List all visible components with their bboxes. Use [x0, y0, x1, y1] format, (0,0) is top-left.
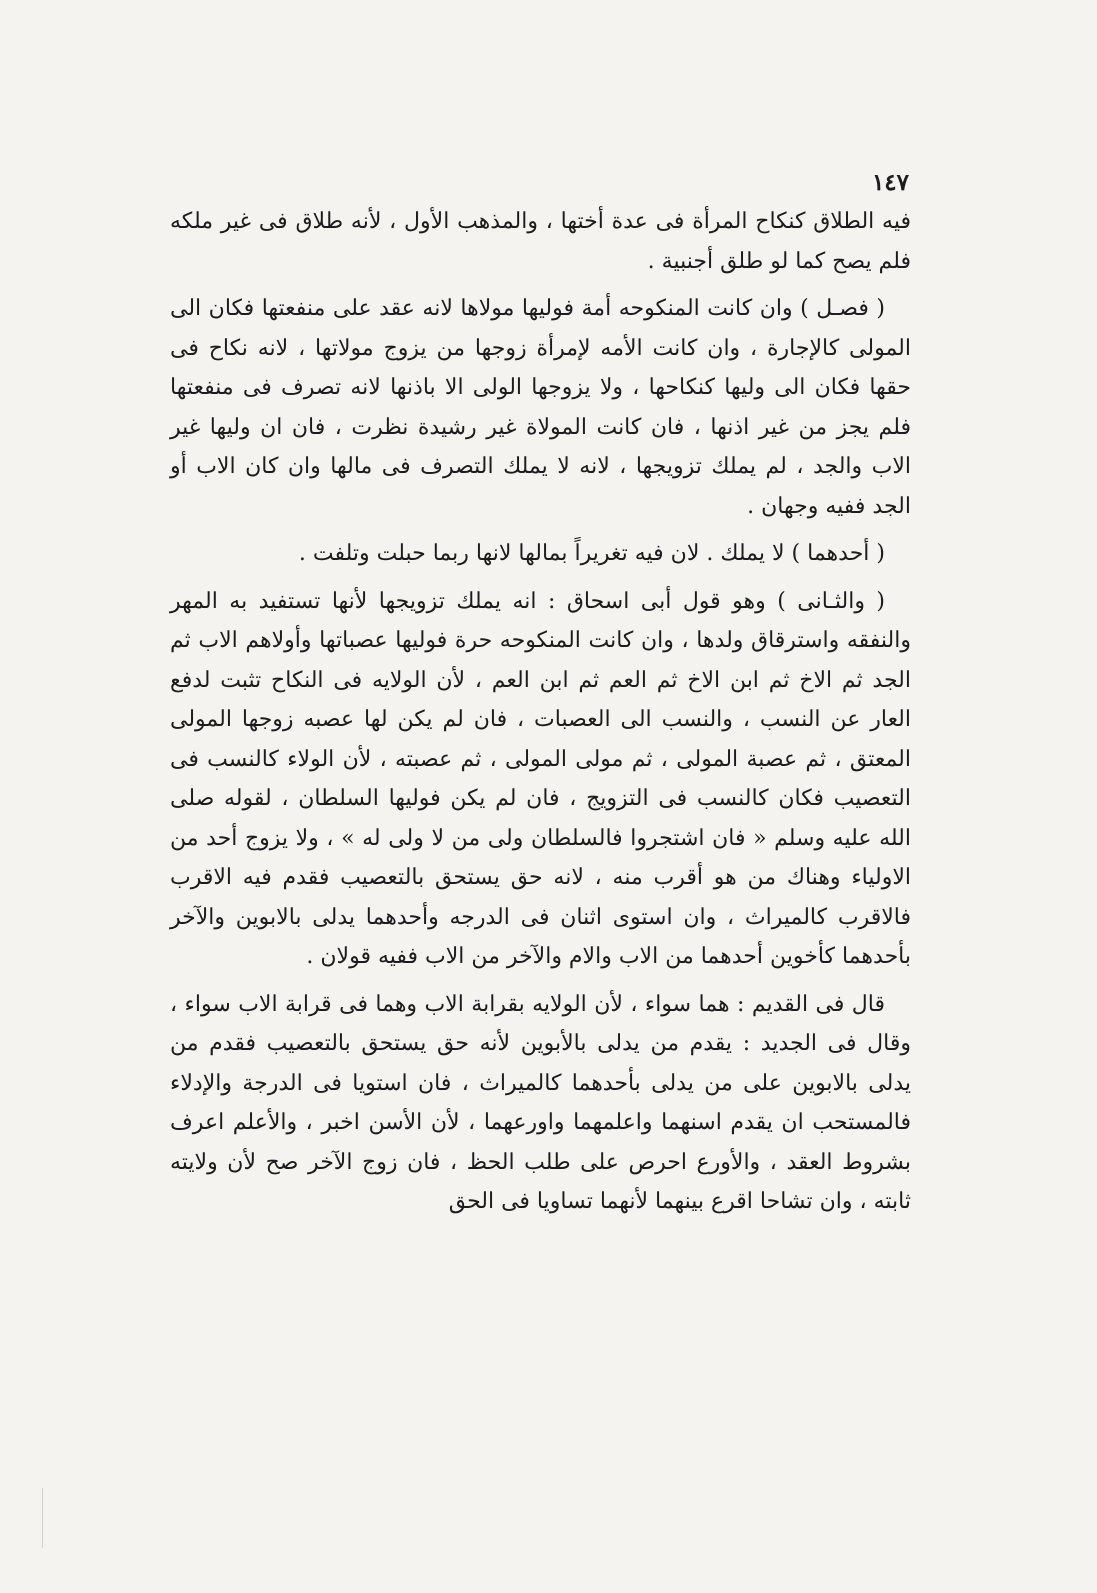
scan-artifact-line — [42, 1488, 43, 1548]
page-number: ١٤٧ — [871, 169, 909, 196]
paragraph-2: ( فصـل ) وان كانت المنكوحه أمة فوليها مولاها لانه عقد على منفعتها فكان الى المولى كالإجارة ، وان كانت الأمه لإمرأة زوجها من يزوج مولاتها ، لانه نكاح فى حقها فكان الى وليها كنكاحها ، ولا يزوجها الولى الا باذنها لانه تصرف فى منفعتها فلم يجز من غير اذنها ، فان كانت المولاة غير رشيدة نظرت ، فان ان وليها غير الاب والجد ، لم يملك تزويجها ، لانه لا يملك التصرف فى مالها وان كان الاب أو الجد ففيه وجهان . — [170, 296, 911, 519]
paragraph-4: ( والثـانى ) وهو قول أبى اسحاق : انه يملك تزويجها لأنها تستفيد به المهر والنفقه واسترقاق ولدها ، وان كانت المنكوحه حرة فوليها عصباتها وأولاهم الاب ثم الجد ثم الاخ ثم ابن الاخ ثم العم ثم ابن العم ، لأن الولايه فى النكاح تثبت لدفع العار عن النسب ، والنسب الى العصبات ، فان لم يكن لها عصبه زوجها المولى المعتق ، ثم عصبة المولى ، ثم مولى المولى ، ثم عصبته ، لأن الولاء كالنسب فى التعصيب فكان كالنسب فى التزويج ، فان لم يكن فوليها السلطان ، لقوله صلى الله عليه وسلم « فان اشتجروا فالسلطان ولى من لا ولى له » ، ولا يزوج أحد من الاولياء وهناك من هو أقرب منه ، لانه حق يستحق بالتعصيب فقدم فيه الاقرب فالاقرب كالميراث ، وان استوى اثنان فى الدرجه وأحدهما يدلى بالابوين والآخر بأحدهما كأخوين أحدهما من الاب والام والآخر من الاب ففيه قولان . — [170, 588, 912, 969]
paragraph-1: فيه الطلاق كنكاح المرأة فى عدة أختها ، والمذهب الأول ، لأنه طلاق فى غير ملكه فلم يصح كما لو طلق أجنبية . — [170, 209, 911, 274]
paragraph-5: قال فى القديم : هما سواء ، لأن الولايه بقرابة الاب وهما فى قرابة الاب سواء ، وقال فى الجديد : يقدم من يدلى بالأبوين لأنه حق يستحق بالتعصيب فقدم من يدلى بالابوين على من يدلى بأحدهما كالميراث ، فان استويا فى الدرجة والإدلاء فالمستحب ان يقدم اسنهما واعلمهما واورعهما ، لأن الأسن اخبر ، والأعلم اعرف بشروط العقد ، والأورع احرص على طلب الحظ ، فان زوج الآخر صح لأن ولايته ثابته ، وان تشاحا اقرع بينهما لأنهما تساويا فى الحق — [170, 991, 911, 1214]
paragraph-3: ( أحدهما ) لا يملك . لان فيه تغريراً بمالها لانها ربما حبلت وتلفت . — [298, 541, 885, 566]
